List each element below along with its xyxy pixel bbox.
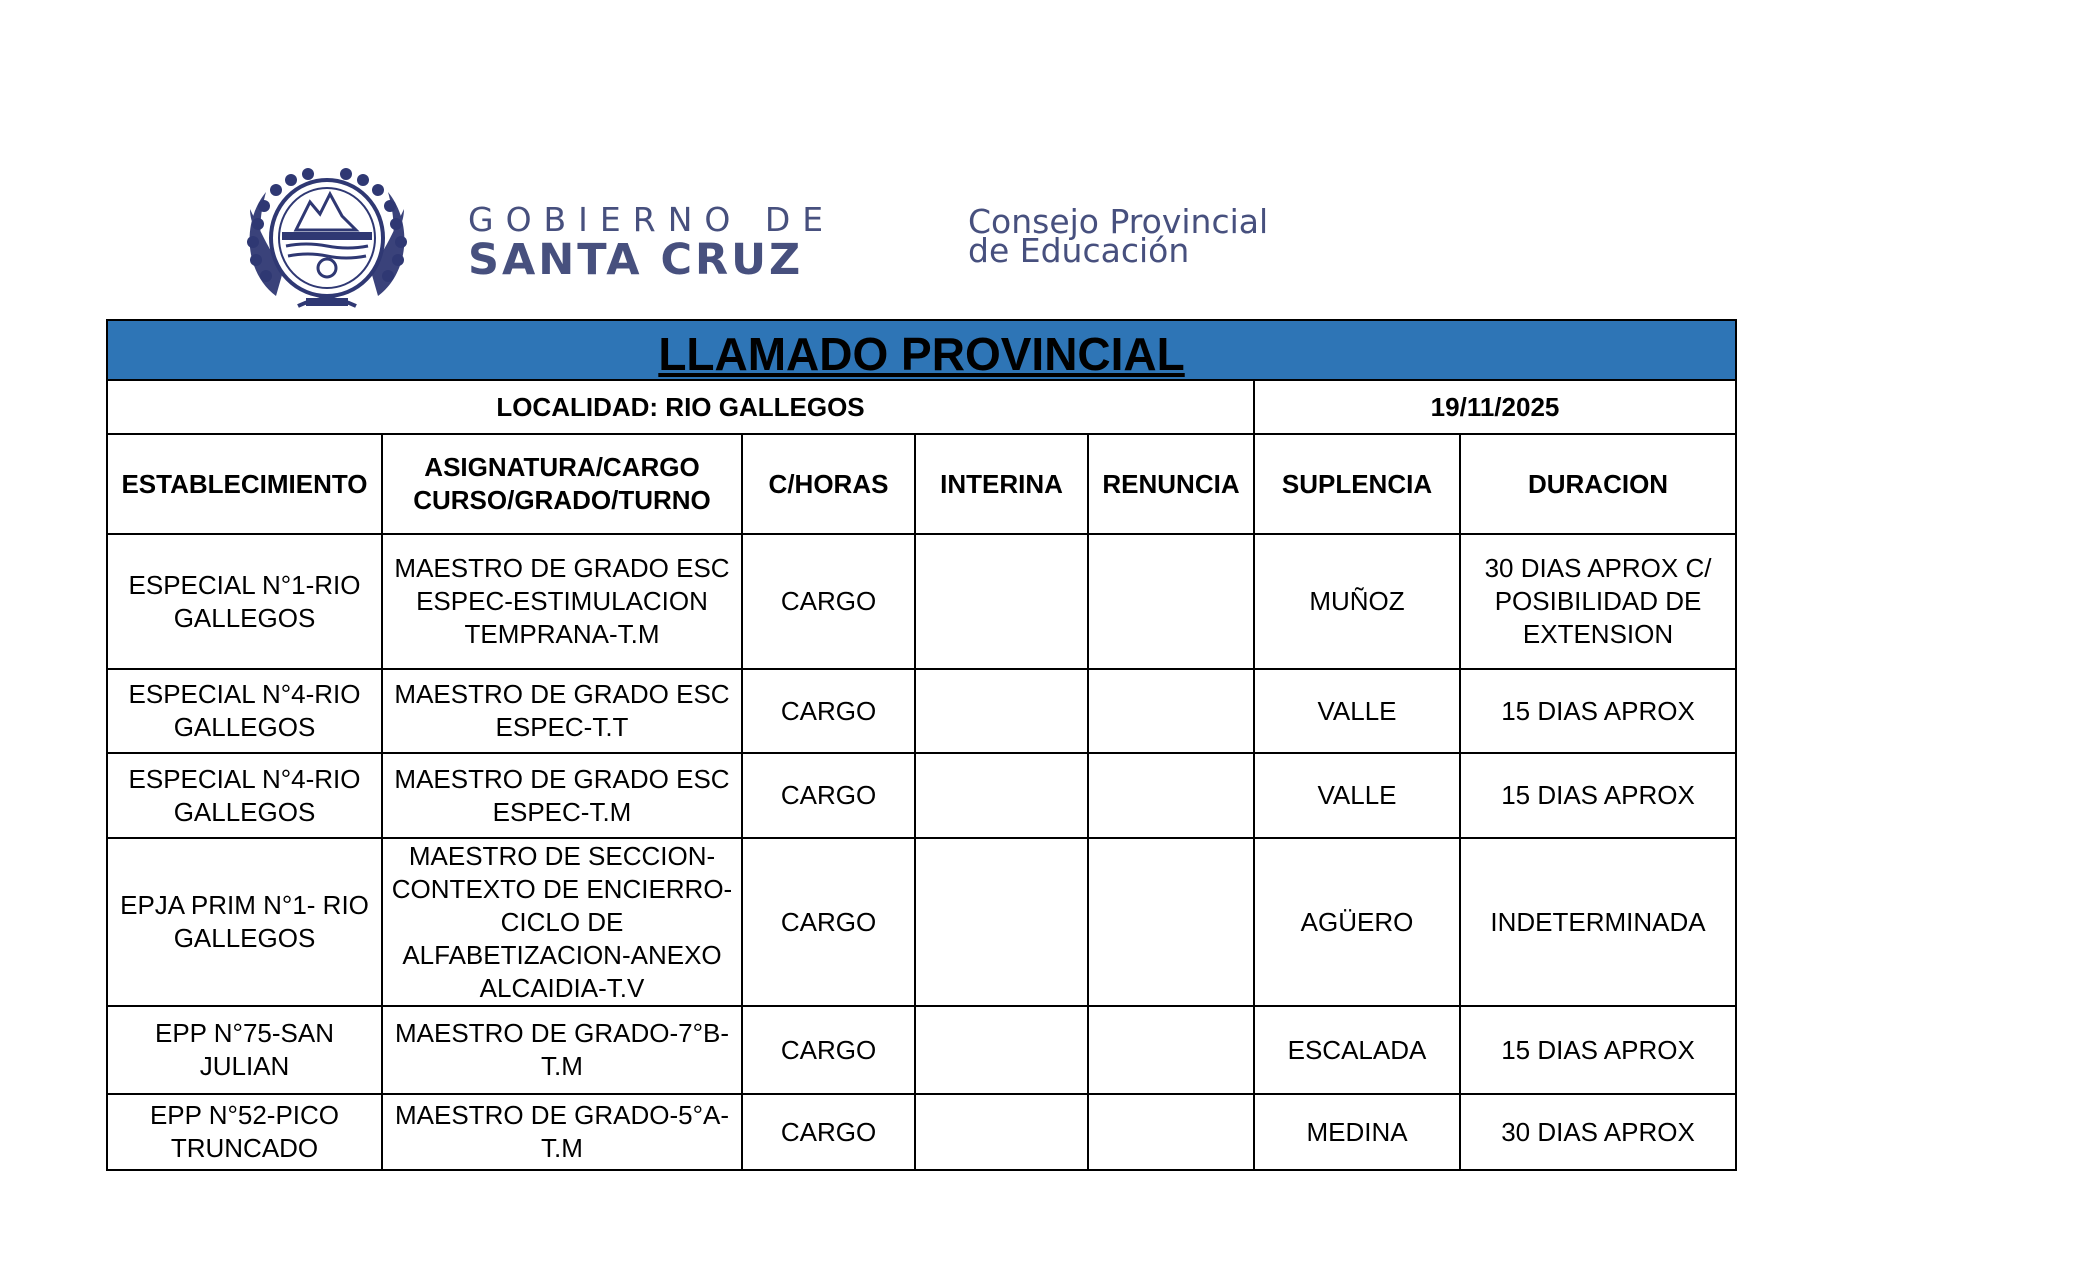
horas-cell: CARGO [742, 1094, 915, 1170]
column-header-asignatura: ASIGNATURA/CARGO CURSO/GRADO/TURNO [382, 434, 742, 534]
renuncia-cell [1088, 1006, 1254, 1094]
renuncia-cell [1088, 1094, 1254, 1170]
coat-of-arms-icon [236, 164, 418, 314]
asignatura-cell: MAESTRO DE GRADO ESC ESPEC-ESTIMULACION TEMPRANA-T.M [382, 534, 742, 669]
suplencia-cell: ESCALADA [1254, 1006, 1460, 1094]
date-cell: 19/11/2025 [1254, 380, 1736, 434]
column-header-duracion: DURACION [1460, 434, 1736, 534]
duracion-cell: INDETERMINADA [1460, 838, 1736, 1006]
title-banner [107, 320, 1736, 380]
province-name: SANTA CRUZ [468, 235, 804, 285]
asignatura-cell: MAESTRO DE GRADO-7°B-T.M [382, 1006, 742, 1094]
table-row [107, 1006, 1736, 1094]
interina-cell [915, 669, 1088, 753]
duracion-cell: 15 DIAS APROX [1460, 1006, 1736, 1094]
table-row [107, 753, 1736, 838]
column-header-renuncia: RENUNCIA [1088, 434, 1254, 534]
duracion-cell: 15 DIAS APROX [1460, 753, 1736, 838]
interina-cell [915, 1094, 1088, 1170]
establecimiento-cell: ESPECIAL N°4-RIO GALLEGOS [107, 669, 382, 753]
government-wordmark [468, 200, 836, 285]
interina-cell [915, 753, 1088, 838]
establecimiento-cell: EPJA PRIM N°1- RIO GALLEGOS [107, 838, 382, 1006]
table-row [107, 1094, 1736, 1170]
council-wordmark [968, 202, 1269, 270]
table-row [107, 669, 1736, 753]
establecimiento-cell: EPP N°52-PICO TRUNCADO [107, 1094, 382, 1170]
column-header-suplencia: SUPLENCIA [1254, 434, 1460, 534]
asignatura-cell: MAESTRO DE GRADO-5°A-T.M [382, 1094, 742, 1170]
column-header-establecimiento: ESTABLECIMIENTO [107, 434, 382, 534]
renuncia-cell [1088, 669, 1254, 753]
suplencia-cell: VALLE [1254, 753, 1460, 838]
suplencia-cell: MEDINA [1254, 1094, 1460, 1170]
duracion-cell: 30 DIAS APROX C/ POSIBILIDAD DE EXTENSION [1460, 534, 1736, 669]
establecimiento-cell: ESPECIAL N°4-RIO GALLEGOS [107, 753, 382, 838]
government-line: GOBIERNO DE [468, 200, 836, 239]
suplencia-cell: AGÜERO [1254, 838, 1460, 1006]
interina-cell [915, 534, 1088, 669]
asignatura-cell: MAESTRO DE GRADO ESC ESPEC-T.T [382, 669, 742, 753]
horas-cell: CARGO [742, 838, 915, 1006]
asignatura-cell: MAESTRO DE GRADO ESC ESPEC-T.M [382, 753, 742, 838]
establecimiento-cell: ESPECIAL N°1-RIO GALLEGOS [107, 534, 382, 669]
horas-cell: CARGO [742, 753, 915, 838]
horas-cell: CARGO [742, 1006, 915, 1094]
column-header-horas: C/HORAS [742, 434, 915, 534]
suplencia-cell: VALLE [1254, 669, 1460, 753]
council-line-2: de Educación [968, 231, 1190, 270]
horas-cell: CARGO [742, 534, 915, 669]
vacancy-table [106, 319, 1737, 1171]
interina-cell [915, 1006, 1088, 1094]
duracion-cell: 15 DIAS APROX [1460, 669, 1736, 753]
letterhead [236, 164, 1386, 314]
page-title: LLAMADO PROVINCIAL [658, 328, 1185, 380]
renuncia-cell [1088, 753, 1254, 838]
horas-cell: CARGO [742, 669, 915, 753]
renuncia-cell [1088, 534, 1254, 669]
table-row [107, 534, 1736, 669]
council-line-1: Consejo Provincial [968, 202, 1269, 241]
asignatura-cell: MAESTRO DE SECCION-CONTEXTO DE ENCIERRO-CICLO DE ALFABETIZACION-ANEXO ALCAIDIA-T.V [382, 838, 742, 1006]
suplencia-cell: MUÑOZ [1254, 534, 1460, 669]
column-header-interina: INTERINA [915, 434, 1088, 534]
renuncia-cell [1088, 838, 1254, 1006]
locality-cell: LOCALIDAD: RIO GALLEGOS [107, 380, 1254, 434]
duracion-cell: 30 DIAS APROX [1460, 1094, 1736, 1170]
establecimiento-cell: EPP N°75-SAN JULIAN [107, 1006, 382, 1094]
table-row [107, 838, 1736, 1006]
interina-cell [915, 838, 1088, 1006]
